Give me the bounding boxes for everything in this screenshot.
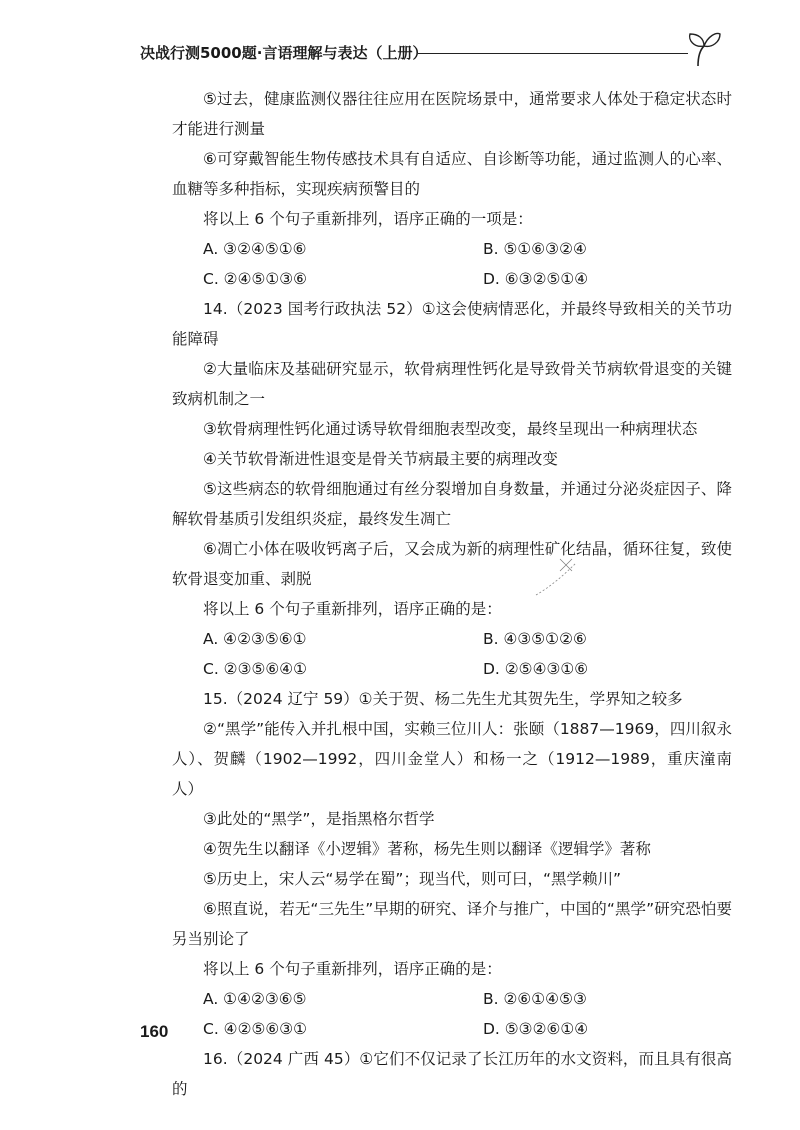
- question-line: ③软骨病理性钙化通过诱导软骨细胞表型改变，最终呈现出一种病理状态: [203, 420, 698, 438]
- header-rule: [418, 53, 688, 54]
- question-line: ⑤过去，健康监测仪器往往应用在医院场景中，通常要求人体处于稳定状态时才能进行测量: [172, 90, 732, 138]
- question-line: 15.（2024 辽宁 59）①关于贺、杨二先生尤其贺先生，学界知之较多: [203, 690, 683, 708]
- answer-option: D. ⑥③②⑤①④: [483, 270, 589, 288]
- book-title: 决战行测5000题·言语理解与表达（上册）: [140, 44, 428, 62]
- answer-option: B. ⑤①⑥③②④: [483, 240, 587, 258]
- answer-option: D. ⑤③②⑥①④: [483, 1020, 589, 1038]
- question-line: ④关节软骨渐进性退变是骨关节病最主要的病理改变: [203, 450, 558, 468]
- answer-option: C. ④②⑤⑥③①: [203, 1020, 308, 1038]
- answer-option: B. ②⑥①④⑤③: [483, 990, 587, 1008]
- answer-options: [172, 624, 732, 684]
- question-line: ⑤历史上，宋人云“易学在蜀”；现当代，则可曰，“黑学赖川”: [203, 870, 622, 888]
- answer-option: A. ③②④⑤①⑥: [203, 240, 307, 258]
- question-line: ⑥可穿戴智能生物传感技术具有自适应、自诊断等功能，通过监测人的心率、血糖等多种指标，实现疾病预警目的: [172, 150, 732, 198]
- question-line: 将以上 6 个句子重新排列，语序正确的是：: [203, 960, 502, 978]
- answer-option: A. ①④②③⑥⑤: [203, 990, 307, 1008]
- pencil-mark: [530, 555, 580, 600]
- question-line: ⑥照直说，若无“三先生”早期的研究、译介与推广，中国的“黑学”研究恐怕要另当别论了: [172, 900, 732, 948]
- answer-option: C. ②④⑤①③⑥: [203, 270, 308, 288]
- question-line: ②大量临床及基础研究显示，软骨病理性钙化是导致骨关节病软骨退变的关键致病机制之一: [172, 360, 732, 408]
- question-line: 16.（2024 广西 45）①它们不仅记录了长江历年的水文资料，而且具有很高的: [172, 1050, 732, 1098]
- answer-option: A. ④②③⑤⑥①: [203, 630, 307, 648]
- answer-options: [172, 234, 732, 294]
- question-line: ⑥凋亡小体在吸收钙离子后，又会成为新的病理性矿化结晶，循环往复，致使软骨退变加重、剥脱: [172, 540, 732, 588]
- question-line: ③此处的“黑学”，是指黑格尔哲学: [203, 810, 435, 828]
- question-line: 将以上 6 个句子重新排列，语序正确的一项是：: [203, 210, 533, 228]
- answer-option: D. ②⑤④③①⑥: [483, 660, 589, 678]
- answer-option: B. ④③⑤①②⑥: [483, 630, 587, 648]
- question-line: 将以上 6 个句子重新排列，语序正确的是：: [203, 600, 502, 618]
- question-line: 14.（2023 国考行政执法 52）①这会使病情恶化，并最终导致相关的关节功能障碍: [172, 300, 732, 348]
- answer-option: C. ②③⑤⑥④①: [203, 660, 308, 678]
- page-number: 160: [140, 1022, 169, 1041]
- question-content: [172, 84, 732, 1104]
- leaf-sprout-icon: [686, 30, 722, 68]
- answer-options: [172, 984, 732, 1044]
- question-line: ②“黑学”能传入并扎根中国，实赖三位川人：张颐（1887—1969，四川叙永人）、贺麟（1902—1992，四川金堂人）和杨一之（1912—1989，重庆潼南人）: [172, 720, 732, 798]
- question-line: ⑤这些病态的软骨细胞通过有丝分裂增加自身数量，并通过分泌炎症因子、降解软骨基质引发组织炎症，最终发生凋亡: [172, 480, 732, 528]
- question-line: ④贺先生以翻译《小逻辑》著称，杨先生则以翻译《逻辑学》著称: [203, 840, 651, 858]
- running-header: [140, 30, 730, 70]
